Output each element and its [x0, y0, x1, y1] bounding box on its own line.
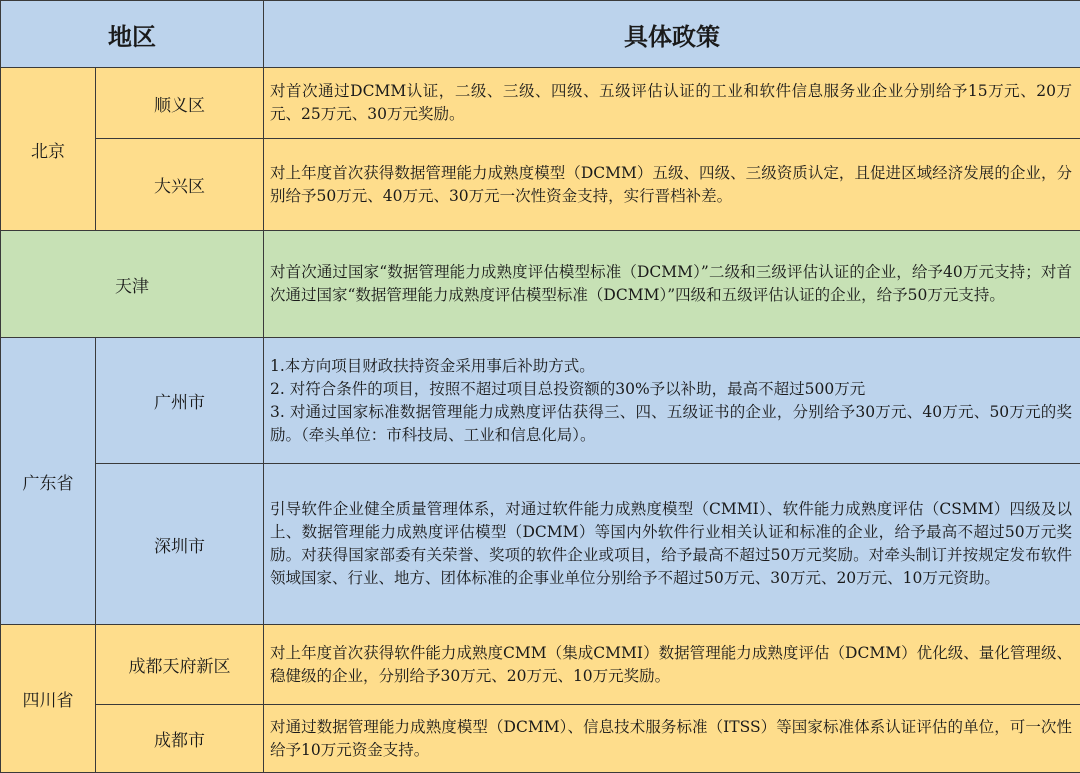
province-sichuan: 四川省 — [1, 625, 96, 773]
policy-tianjin: 对首次通过国家“数据管理能力成熟度评估模型标准（DCMM）”二级和三级评估认证的企业，给予40万元支持；对首次通过国家“数据管理能力成熟度评估模型标准（DCMM）”四级和五级评估认证的企业，给予50万元支持。 — [264, 231, 1080, 338]
policy-shenzhen: 引导软件企业健全质量管理体系，对通过软件能力成熟度模型（CMMI）、软件能力成熟度评估（CSMM）四级及以上、数据管理能力成熟度评估模型（DCMM）等国内外软件行业相关认证和标准的企业，给予最高不超过50万元奖励。对获得国家部委有关荣誉、奖项的软件企业或项目，给予最高不超过50万元奖励。对牵头制订并按规定发布软件领域国家、行业、地方、团体标准的企事业单位分别给予不超过50万元、30万元、20万元、10万元资助。 — [264, 464, 1080, 625]
table-row — [1, 705, 1080, 773]
district-shunyi: 顺义区 — [96, 68, 264, 139]
policy-line: 2. 对符合条件的项目，按照不超过项目总投资额的30%予以补助，最高不超过500万元 — [270, 378, 1072, 401]
table-row — [1, 464, 1080, 625]
province-tianjin: 天津 — [1, 231, 264, 338]
table-row — [1, 68, 1080, 139]
district-chengdu: 成都市 — [96, 705, 264, 773]
table-row — [1, 231, 1080, 338]
region-column-header: 地区 — [1, 1, 264, 68]
district-shenzhen: 深圳市 — [96, 464, 264, 625]
policy-shunyi: 对首次通过DCMM认证，二级、三级、四级、五级评估认证的工业和软件信息服务业企业分别给予15万元、20万元、25万元、30万元奖励。 — [264, 68, 1080, 139]
policy-daxing: 对上年度首次获得数据管理能力成熟度模型（DCMM）五级、四级、三级资质认定，且促进区域经济发展的企业，分别给予50万元、40万元、30万元一次性资金支持，实行晋档补差。 — [264, 139, 1080, 231]
district-daxing: 大兴区 — [96, 139, 264, 231]
policy-chengdu: 对通过数据管理能力成熟度模型（DCMM）、信息技术服务标准（ITSS）等国家标准体系认证评估的单位，可一次性给予10万元资金支持。 — [264, 705, 1080, 773]
district-tianfu: 成都天府新区 — [96, 625, 264, 705]
province-guangdong: 广东省 — [1, 338, 96, 625]
table-row — [1, 139, 1080, 231]
policy-guangzhou — [264, 338, 1080, 464]
header-row — [1, 1, 1080, 68]
district-guangzhou: 广州市 — [96, 338, 264, 464]
province-beijing: 北京 — [1, 68, 96, 231]
policy-line: 3. 对通过国家标准数据管理能力成熟度评估获得三、四、五级证书的企业，分别给予30万元、40万元、50万元的奖励。（牵头单位：市科技局、工业和信息化局）。 — [270, 401, 1072, 447]
table-row — [1, 338, 1080, 464]
table-row — [1, 625, 1080, 705]
policy-tianfu: 对上年度首次获得软件能力成熟度CMM（集成CMMI）数据管理能力成熟度评估（DCMM）优化级、量化管理级、稳健级的企业，分别给予30万元、20万元、10万元奖励。 — [264, 625, 1080, 705]
policy-line: 1.本方向项目财政扶持资金采用事后补助方式。 — [270, 355, 1072, 378]
policy-column-header: 具体政策 — [264, 1, 1080, 68]
